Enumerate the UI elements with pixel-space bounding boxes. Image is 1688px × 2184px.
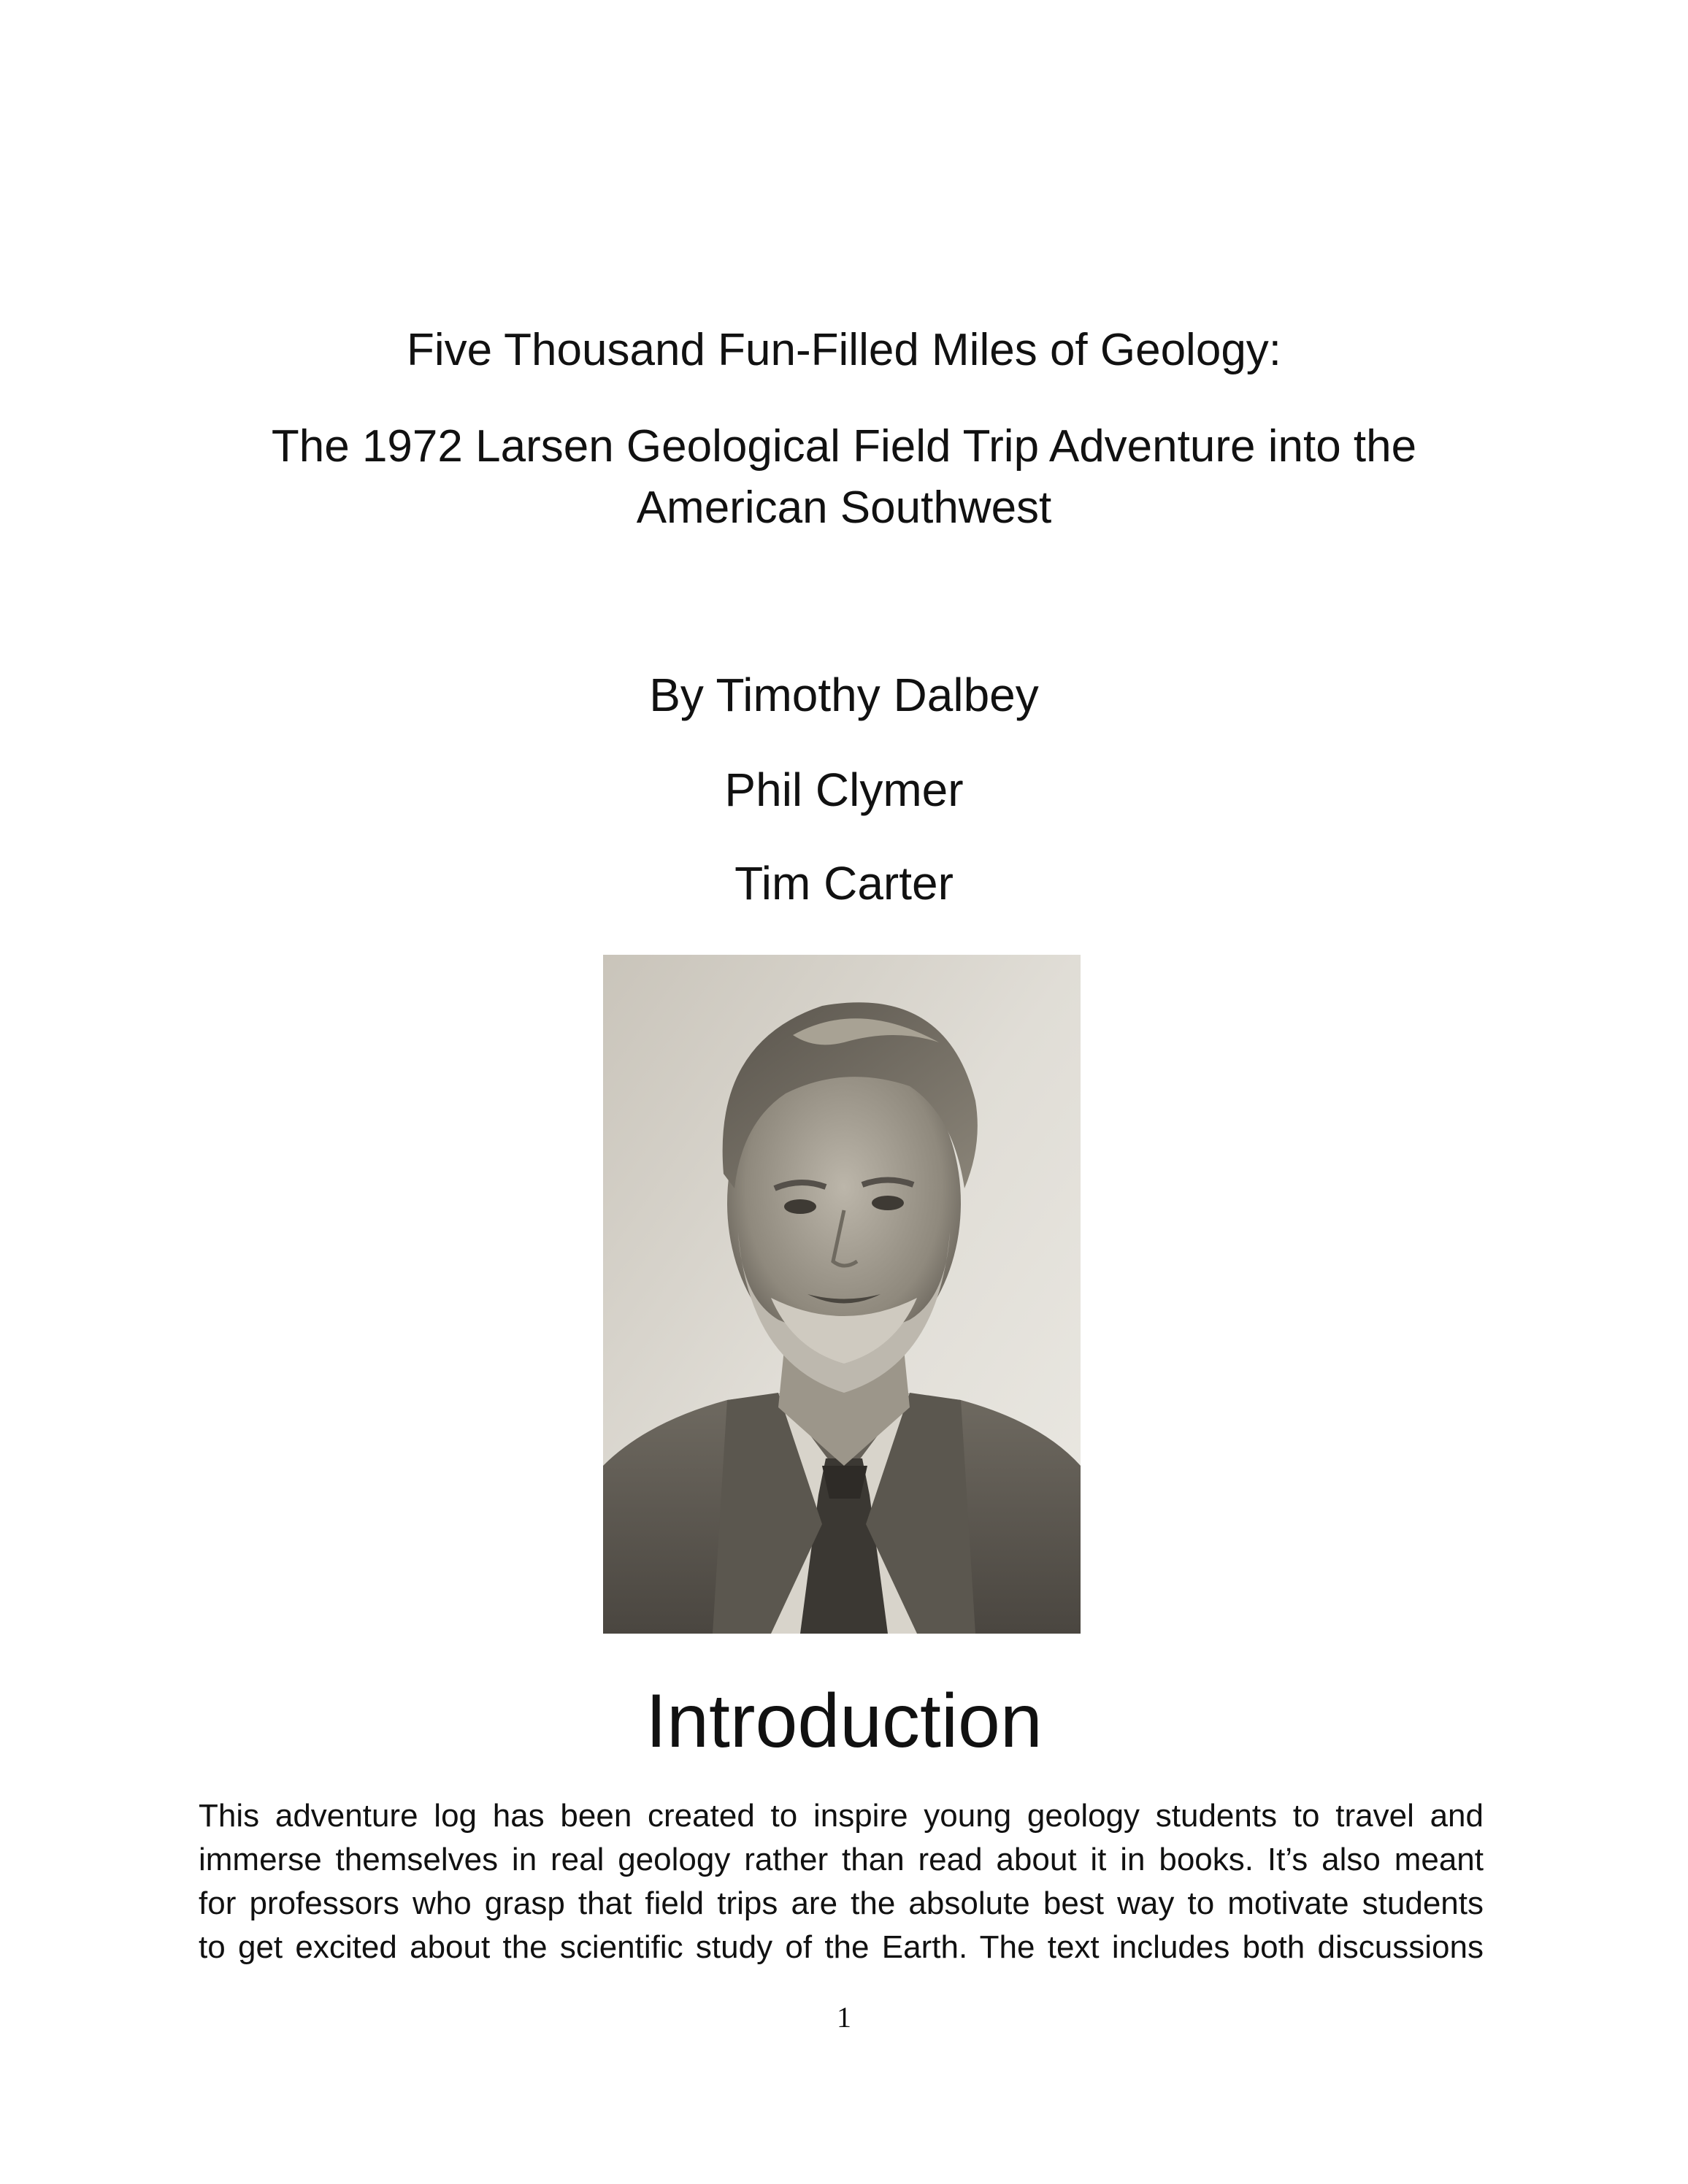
subtitle-line: The 1972 Larsen Geological Field Trip Adventure into the — [271, 421, 1417, 472]
paragraph-line: to get excited about the scientific study of the Earth. The text includes both discussions — [199, 1929, 1484, 1965]
author-portrait-photo — [603, 955, 1081, 1634]
document-subtitle — [0, 416, 1688, 539]
paragraph-line: for professors who grasp that field trips are the absolute best way to motivate students — [199, 1885, 1484, 1921]
document-title: Five Thousand Fun-Filled Miles of Geology: — [406, 325, 1282, 375]
section-heading: Introduction — [645, 1679, 1043, 1764]
subtitle-line: American Southwest — [636, 482, 1052, 533]
page-number: 1 — [837, 2001, 851, 2034]
paragraph-line: immerse themselves in real geology rather than read about it in books. It’s also meant — [199, 1842, 1484, 1877]
author-line: Tim Carter — [734, 857, 954, 910]
paragraph-line: This adventure log has been created to inspire young geology students to travel and — [199, 1798, 1484, 1834]
author-line: By Timothy Dalbey — [649, 669, 1039, 721]
intro-paragraph — [199, 1794, 1484, 1969]
author-line: Phil Clymer — [724, 764, 964, 816]
